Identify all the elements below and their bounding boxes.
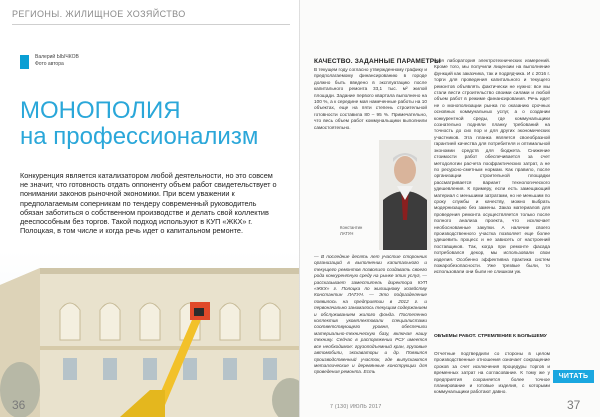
building-crane-photo xyxy=(0,250,300,417)
quote-text: — В последние десять лет участие сторонних организаций в выполнении капитального и текущего ремонтов позволило создавать своего рода конкурентную среду на рынке этих услуг, — рассказывает заместитель директора КУП «ЖКХ» г. Полоцка по жилищному хозяйству Константин ЛАТУН. — Это подразделение появилось на предприятии в 2012 г. и первоначально занималось текущим содержанием и обслуживанием жилого фонда. Постепенно коллектив укомплектовали специалистами соответствующего уровня, обеспечили материально-техническую базу, включая нашу технику. Сейчас в распоряжении РСУ имеется все необходимое: грузоподъемный кран, грузовые автомобили, экскаваторы и др. Появился производственный участок, где выпускаются металлические и деревянные конструкции для проведения ремонта. Есть xyxy=(314,254,427,375)
portrait-caption: Константин ЛАТУН xyxy=(340,225,363,236)
photo-credit: Фото автора xyxy=(35,61,64,67)
article-headline xyxy=(20,98,258,150)
section-divider xyxy=(12,24,290,25)
author-name: Валерий ЫЫЧКОВ xyxy=(35,54,79,60)
article-lead: Конкуренция является катализатором любой деятельности, но это совсем не значит, что готовность отдать оппоненту объем работ свидетельствует о понимании законов рыночной экономики. При всем уважении к предполагаемым соперникам по тендеру современный руководитель обязан заботиться о собственном производстве и делать свой коллектив дееспособным без торгов. Такой подход используют в КУП «ЖКХ» г. Полоцкая, в том числе и когда речь идет о капитальном ремонте. xyxy=(20,171,277,236)
author-credit xyxy=(35,54,79,68)
issue-footer: 7 (130) ИЮЛЬ 2017 xyxy=(330,404,382,410)
author-accent-bar xyxy=(20,55,29,69)
headline-line1: МОНОПОЛИЯ xyxy=(20,97,181,124)
column2-body: своя лаборатория электротехнических измерений. Кроме того, мы получили лицензии на выполнение функций как заказчика, так и подрядчика. И с 2016 г. торги для проведения капитального и текущего ремонтов объявлять фактически не нужно: все мы стали вести строительство своими силами и любой объем работ в режиме финансирования. Речь идет не о монополизации рынка по оказанию срочных основных коммунальных услуг, а о создании конкурентной среды, где коммунальщики сознательно подняли планку требований на точность до сих пор и для других экономических участников. Эта планка является своеобразной гарантией качества для потребителя и оптимальной экономии средств для бюджета. Снижение стоимости работ обеспечивается за счет методологии расчета поофрактических затрат, а не по ресурсно-сметным нормам. Как правило, после организации строительной площадки рассматривается вариант технологического удешевления. К примеру, если есть замещающий материал с меньшими затратами, но не меньшим по сроку службы и качеству, можно выбрать модернизацию без замены. Заказ материалов для проведения ремонта осуществляется только после полного анализа проекта, что исключает необоснованные закупки. А наличие своего производственного участка позволяет еще более удешевить процесс и не зависеть от настроений поставщиков. Так, когда при ремонте фасада потребовался декор, мы использовали свои изделия. Особенно эффективна практика систем пожаробезопасности. Уже трезвые были, то использовали они были не слишком уж. xyxy=(434,58,550,275)
column2-subheading: ОБЪЕМЫ РАБОТ. СТРЕМЛЕНИЕ К БОЛЬШЕМУ xyxy=(434,334,547,339)
portrait-photo xyxy=(379,140,431,250)
read-button[interactable]: ЧИТАТЬ xyxy=(553,370,594,383)
column-heading: КАЧЕСТВО. ЗАДАННЫЕ ПАРАМЕТРЫ xyxy=(314,58,441,65)
column1-body: В текущем году согласно утвержденному графику и предполагаемому финансированию в городе должно быть введено в эксплуатацию после капитального ремонта 33,1 тыс. м² жилой площади. Задание первого квартала выполнено на 100 %, а к середине мая намеченные работы на 10 объектах, еще на пяти степень строительной готовности составила 80 – 95 %. Примечательно, что весь объем работ коммунальщики выполнили самостоятельно. xyxy=(314,67,427,130)
page-number-left: 36 xyxy=(12,398,26,412)
page-number-right: 37 xyxy=(567,398,581,412)
headline-line2: на профессионализм xyxy=(20,123,259,150)
section-title: РЕГИОНЫ. ЖИЛИЩНОЕ ХОЗЯЙСТВО xyxy=(12,9,186,19)
column2-body-continued: Отчетные подтвердили со стороны в целом производственные отношения означает сокращение сроков за счет исключения процедуры торгов и временных затрат на согласование. К тому же у предприятия сохраняется более точное планирование и готовые изделия, с которыми коммунальщики работают давно. xyxy=(434,351,550,395)
